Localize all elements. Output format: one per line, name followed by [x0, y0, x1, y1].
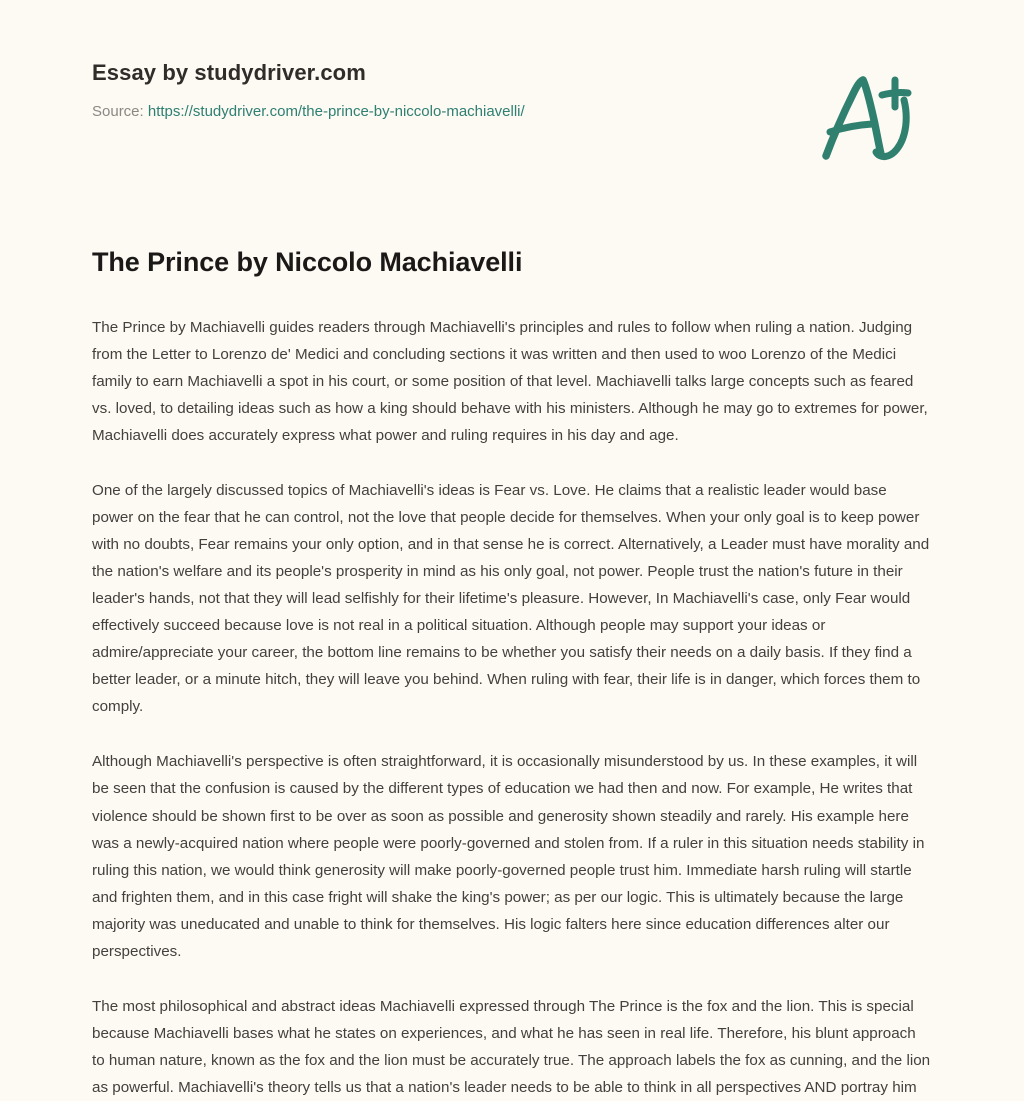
studydriver-a-plus-logo[interactable] [812, 62, 924, 174]
article [92, 246, 932, 1101]
paragraph: Although Machiavelli's perspective is often straightforward, it is occasionally misunderstood by us. In these examples, it will be seen that the confusion is caused by the different types of education we had then and now. For example, He writes that violence should be shown first to be over as soon as possible and generosity shown steadily and rarely. His example here was a newly-acquired nation where people were poorly-governed and stolen from. If a ruler in this situation needs stability in ruling this nation, we would think generosity will make poorly-governed people trust him. Immediate harsh ruling will startle and frighten them, and in this case fright will shake the king's power; as per our logic. This is ultimately because the large majority was uneducated and unable to think for themselves. His logic falters here since education differences alter our perspectives. [92, 753, 925, 960]
header-text-block [92, 60, 525, 122]
source-url-link[interactable]: https://studydriver.com/the-prince-by-niccolo-machiavelli/ [147, 103, 525, 121]
a-plus-logo-icon [812, 62, 924, 174]
paragraph: The Prince by Machiavelli guides readers through Machiavelli's principles and rules to follow when ruling a nation. Judging from the Letter to Lorenzo de' Medici and concluding sections it was written and then used to woo Lorenzo of the Medici family to earn Machiavelli a spot in his court, or some position of that level. Machiavelli talks large concepts such as feared vs. loved, to detailing ideas such as how a king should behave with his ministers. Although he may go to extremes for power, Machiavelli does accurately express what power and ruling requires in his day and age. [92, 318, 928, 444]
essay-by-heading: Essay by studydriver.com [92, 60, 366, 85]
source-label: Source: [92, 103, 144, 121]
source-line [92, 102, 525, 122]
paragraph: One of the largely discussed topics of Machiavelli's ideas is Fear vs. Love. He claims that a realistic leader would base power on the fear that he can control, not the love that people decide for themselves. When your only goal is to keep power with no doubts, Fear remains your only option, and in that sense he is correct. Alternatively, a Leader must have morality and the nation's welfare and its people's prosperity in mind as his only goal, not power. People trust the nation's future in their leader's hands, not that they will lead selfishly for their lifetime's pleasure. However, In Machiavelli's case, only Fear would effectively succeed because love is not real in a political situation. Although people may support your ideas or admire/appreciate your career, the bottom line remains to be whether you satisfy their needs on a daily basis. If they find a better leader, or a minute hitch, they will leave you behind. When ruling with fear, their life is in danger, which forces them to comply. [92, 481, 930, 716]
document-header [0, 0, 1024, 200]
page-title: The Prince by Niccolo Machiavelli [92, 247, 523, 277]
paragraph: The most philosophical and abstract ideas Machiavelli expressed through The Prince is the fox and the lion. This is special because Machiavelli bases what he states on experiences, and what he has seen in real life. Therefore, his blunt approach to human nature, known as the fox and the lion must be accurately true. The approach labels the fox as cunning, and the lion as powerful. Machiavelli's theory tells us that a nation's leader needs to be able to think in all perspectives AND portray him [92, 997, 931, 1096]
article-body [92, 314, 932, 1101]
